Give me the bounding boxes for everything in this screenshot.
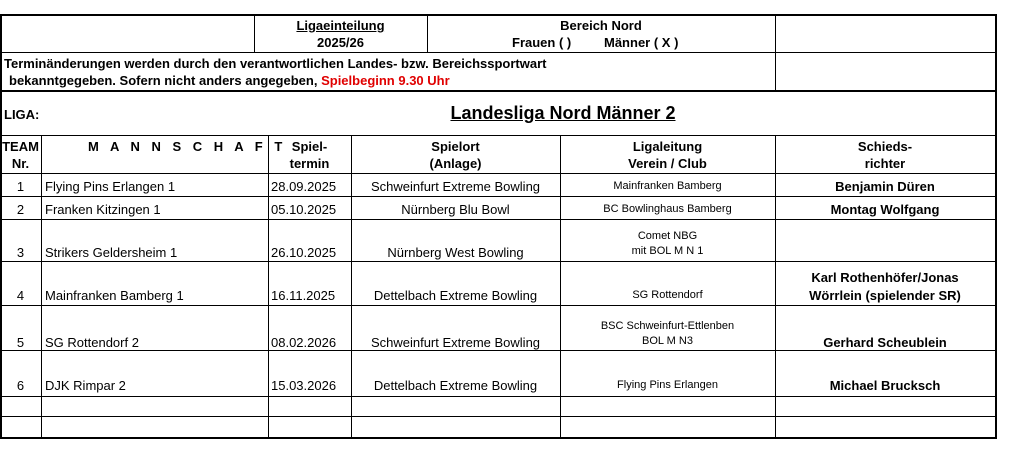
- row-4-nr: 4: [16, 288, 25, 303]
- liga-name: Landesliga Nord Männer 2: [450, 103, 676, 123]
- line-after-liga: [0, 135, 997, 136]
- maenner-option: Männer ( X ): [604, 35, 679, 50]
- frame-right: [995, 14, 997, 438]
- row-4-referee-line2: Wörrlein (spielender SR): [809, 288, 961, 303]
- frauen-option: Frauen ( ): [512, 35, 572, 50]
- row-1-nr: 1: [16, 179, 25, 194]
- notice-line2: [9, 72, 450, 89]
- row-6-nr: 6: [16, 378, 25, 393]
- row-separator: [0, 416, 997, 417]
- liga-label: LIGA:: [4, 107, 40, 122]
- col-mannschaft: M A N N S C H A F T: [88, 139, 287, 154]
- row-3-leitung-line1: Comet NBG: [637, 230, 698, 242]
- row-3-date: 26.10.2025: [271, 245, 337, 260]
- row-2-venue: Nürnberg Blu Bowl: [401, 202, 510, 217]
- column-line: [268, 135, 269, 437]
- row-6-venue: Dettelbach Extreme Bowling: [373, 378, 538, 393]
- col-schiedsrichter-line1: Schieds-: [857, 139, 913, 154]
- row-5-leitung-line2: BOL M N3: [642, 335, 693, 347]
- row-6-date: 15.03.2026: [271, 378, 337, 393]
- spielbeginn-highlight: Spielbeginn 9.30 Uhr: [321, 73, 450, 88]
- row-5-nr: 5: [16, 335, 25, 350]
- col-spielort-line1: Spielort: [431, 139, 480, 154]
- notice-line1: Terminänderungen werden durch den verantwortlichen Landes- bzw. Bereichssportwart: [4, 56, 547, 71]
- row-2-leitung: BC Bowlinghaus Bamberg: [603, 203, 732, 215]
- row-5-leitung-line1: BSC Schweinfurt-Ettlenben: [600, 320, 735, 332]
- col-team-line1: TEAM: [2, 139, 39, 154]
- season: 2025/26: [317, 35, 364, 50]
- row-4-venue: Dettelbach Extreme Bowling: [373, 288, 538, 303]
- row-separator: [0, 305, 997, 306]
- row-5-venue: Schweinfurt Extreme Bowling: [370, 335, 541, 350]
- row-separator: [0, 219, 997, 220]
- row-separator: [0, 196, 997, 197]
- row-3-team: Strikers Geldersheim 1: [45, 245, 178, 260]
- row-1-team: Flying Pins Erlangen 1: [45, 179, 176, 194]
- row-4-leitung: SG Rottendorf: [632, 289, 703, 301]
- row-1-referee: Benjamin Düren: [835, 179, 935, 194]
- row-6-team: DJK Rimpar 2: [45, 378, 126, 393]
- col-spieltermin-line2: termin: [289, 156, 330, 171]
- row-1-leitung: Mainfranken Bamberg: [613, 180, 722, 192]
- row-3-venue: Nürnberg West Bowling: [387, 245, 524, 260]
- row-separator: [0, 261, 997, 262]
- row-6-leitung: Flying Pins Erlangen: [617, 379, 718, 391]
- col-ligaleitung-line1: Ligaleitung: [632, 139, 703, 154]
- row-4-team: Mainfranken Bamberg 1: [45, 288, 184, 303]
- notice-text: bekanntgegeben. Sofern nicht anders angegeben,: [9, 73, 318, 88]
- frame-left: [0, 14, 2, 438]
- row-2-date: 05.10.2025: [271, 202, 337, 217]
- row-2-referee: Montag Wolfgang: [830, 202, 940, 217]
- col-team-line2: Nr.: [11, 156, 30, 171]
- row-1-venue: Schweinfurt Extreme Bowling: [370, 179, 541, 194]
- line-after-notice: [0, 90, 997, 92]
- frame-bottom: [0, 437, 997, 439]
- line-after-columns: [0, 173, 997, 174]
- row-4-date: 16.11.2025: [271, 288, 336, 303]
- bereich: Bereich Nord: [560, 18, 642, 33]
- row-3-nr: 3: [16, 245, 25, 260]
- row-2-nr: 2: [16, 202, 25, 217]
- row-5-date: 08.02.2026: [271, 335, 337, 350]
- frame-top: [0, 14, 997, 16]
- column-line: [41, 135, 42, 437]
- row-5-referee: Gerhard Scheublein: [823, 335, 947, 350]
- col-spieltermin-line1: Spiel-: [291, 139, 328, 154]
- col-schiedsrichter-line2: richter: [864, 156, 906, 171]
- row-separator: [0, 396, 997, 397]
- row-6-referee: Michael Brucksch: [829, 378, 941, 393]
- line-after-header: [0, 52, 997, 53]
- row-3-leitung-line2: mit BOL M N 1: [631, 245, 704, 257]
- col-spielort-line2: (Anlage): [429, 156, 482, 171]
- col-ligaleitung-line2: Verein / Club: [628, 156, 707, 171]
- row-5-team: SG Rottendorf 2: [45, 335, 139, 350]
- row-1-date: 28.09.2025: [271, 179, 337, 194]
- row-4-referee-line1: Karl Rothenhöfer/Jonas: [811, 270, 959, 285]
- row-2-team: Franken Kitzingen 1: [45, 202, 161, 217]
- ligaeinteilung-label: Ligaeinteilung: [296, 18, 385, 33]
